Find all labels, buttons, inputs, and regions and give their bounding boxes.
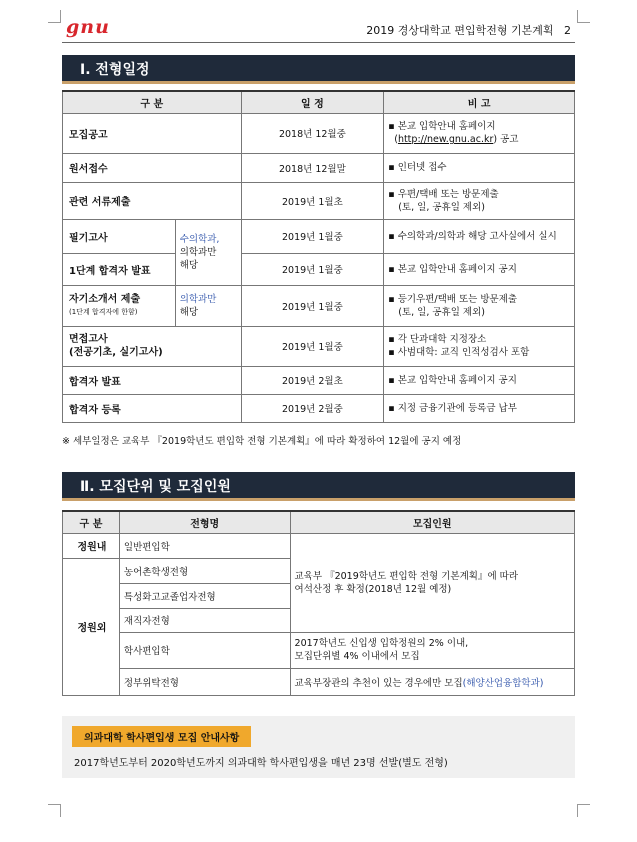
type-cell: 재직자전형 — [119, 608, 290, 632]
quota-gov: 교육부장관의 추천이 있는 경우에만 모집(해양산업융합학과) — [290, 668, 574, 695]
medical-notice-body: 2017학년도부터 2020학년도까지 의과대학 학사편입생을 매년 23명 선발(별도 전형) — [74, 758, 448, 769]
header-divider — [62, 42, 575, 43]
table-row — [63, 153, 575, 182]
table-row — [63, 533, 575, 558]
type-cell: 일반편입학 — [119, 533, 290, 558]
table-row — [63, 285, 575, 326]
page-number: 2 — [564, 24, 571, 37]
crop-mark-top-right — [577, 10, 590, 23]
schedule-header-row — [63, 91, 575, 113]
row-note: ▪ 각 단과대학 지정장소 ▪ 사범대학: 교직 인적성검사 포함 — [384, 326, 575, 366]
col-category: 구 분 — [63, 511, 120, 533]
row-item: 1단계 합격자 발표 — [63, 253, 176, 285]
row-item: 합격자 등록 — [63, 394, 242, 422]
row-note: ▪ 등기우편/택배 또는 방문제출 (토, 일, 공휴일 제외) — [384, 285, 575, 326]
row-item: 모집공고 — [63, 113, 242, 153]
row-subnote: 수의학과, 의학과만 해당 — [175, 219, 241, 285]
row-item: 합격자 발표 — [63, 366, 242, 394]
type-cell: 농어촌학생전형 — [119, 558, 290, 583]
row-note: ▪ 본교 입학안내 홈페이지 공지 — [384, 366, 575, 394]
row-note: ▪ 우편/택배 또는 방문제출 (토, 일, 공휴일 제외) — [384, 182, 575, 219]
type-cell: 정부위탁전형 — [119, 668, 290, 695]
note-text: 본교 입학안내 홈페이지 — [397, 121, 496, 132]
row-subnote: 의학과만 해당 — [175, 285, 241, 326]
row-date: 2019년 2월초 — [241, 366, 384, 394]
quota-gov-dept: (해양산업융합학과) — [462, 677, 544, 689]
row-date: 2018년 12월중 — [241, 113, 384, 153]
row-date: 2019년 1월초 — [241, 182, 384, 219]
group-in: 정원내 — [63, 533, 120, 558]
quota-header-row — [63, 511, 575, 533]
row-item: 관련 서류제출 — [63, 182, 242, 219]
row-date: 2019년 2월중 — [241, 394, 384, 422]
crop-mark-bottom-left — [48, 804, 61, 817]
table-row — [63, 668, 575, 695]
row-item: 면접고사 (전공기초, 실기고사) — [63, 326, 242, 366]
col-category: 구 분 — [63, 91, 242, 113]
header-title-text: 2019 경상대학교 편입학전형 기본계획 — [366, 24, 554, 37]
table-row — [63, 182, 575, 219]
crop-mark-top-left — [48, 10, 61, 23]
table-row — [63, 632, 575, 668]
quota-general: 교육부 『2019학년도 편입학 전형 기본계획』에 따라 여석산정 후 확정(2018년 12월 예정) — [290, 533, 574, 632]
table-row — [63, 253, 575, 285]
row-note: ▪ 수의학과/의학과 해당 고사실에서 실시 — [384, 219, 575, 253]
col-quota: 모집인원 — [290, 511, 574, 533]
row-date: 2019년 1월중 — [241, 285, 384, 326]
row-date: 2019년 1월중 — [241, 253, 384, 285]
row-item: 원서접수 — [63, 153, 242, 182]
col-remarks: 비 고 — [384, 91, 575, 113]
schedule-table — [62, 90, 575, 423]
quota-table — [62, 510, 575, 696]
row-item: 필기고사 — [63, 219, 176, 253]
row-date: 2019년 1월중 — [241, 219, 384, 253]
schedule-footnote: ※ 세부일정은 교육부 『2019학년도 편입학 전형 기본계획』에 따라 확정하여 12월에 공지 예정 — [62, 436, 462, 447]
row-date: 2018년 12월말 — [241, 153, 384, 182]
row-date: 2019년 1월중 — [241, 326, 384, 366]
homepage-link[interactable]: http://new.gnu.ac.kr — [397, 134, 494, 145]
type-cell: 특성화고교졸업자전형 — [119, 583, 290, 608]
medical-notice-box — [62, 716, 575, 778]
medical-notice-title: 의과대학 학사편입생 모집 안내사항 — [72, 726, 251, 747]
table-row — [63, 326, 575, 366]
group-out: 정원외 — [63, 558, 120, 695]
section-2-title: Ⅱ. 모집단위 및 모집인원 — [80, 479, 231, 495]
row-note: ▪ 본교 입학안내 홈페이지 (http://new.gnu.ac.kr) 공고 — [384, 113, 575, 153]
header-title — [366, 22, 571, 38]
col-type: 전형명 — [119, 511, 290, 533]
section-1-title: Ⅰ. 전형일정 — [80, 62, 150, 78]
quota-bachelor: 2017학년도 신입생 입학정원의 2% 이내, 모집단위별 4% 이내에서 모집 — [290, 632, 574, 668]
row-note: ▪ 본교 입학안내 홈페이지 공지 — [384, 253, 575, 285]
row-note: ▪ 인터넷 접수 — [384, 153, 575, 182]
col-schedule: 일 정 — [241, 91, 384, 113]
row-item: 자기소개서 제출 (1단계 합격자에 한함) — [63, 285, 176, 326]
section-2-title-bar — [62, 472, 575, 501]
table-row — [63, 366, 575, 394]
row-note: ▪ 지정 금융기관에 등록금 납부 — [384, 394, 575, 422]
table-row — [63, 394, 575, 422]
crop-mark-bottom-right — [577, 804, 590, 817]
university-logo: gnu — [66, 16, 110, 38]
type-cell: 학사편입학 — [119, 632, 290, 668]
table-row — [63, 113, 575, 153]
table-row — [63, 219, 575, 253]
section-1-title-bar — [62, 55, 575, 84]
